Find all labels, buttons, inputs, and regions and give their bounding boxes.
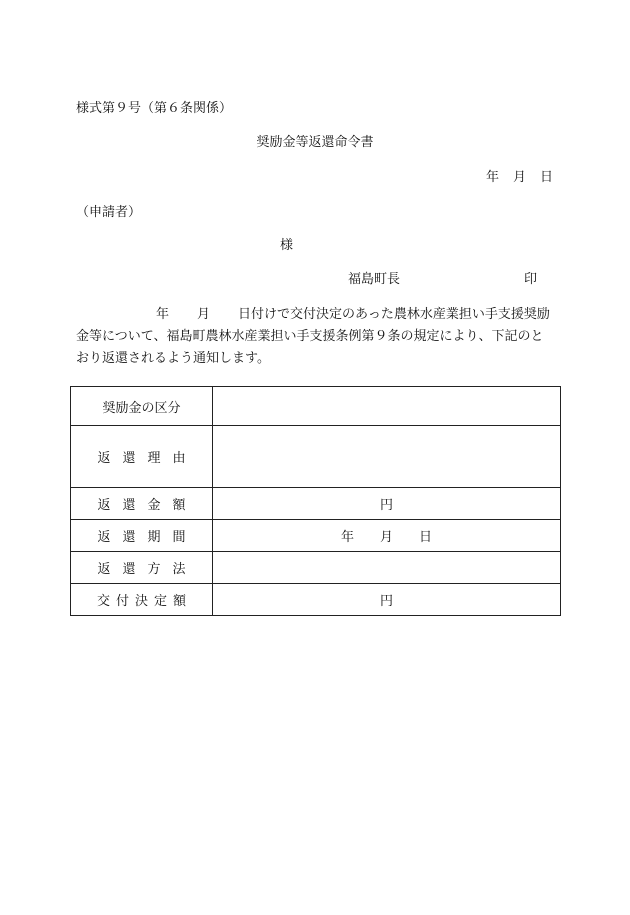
body-year: 年: [156, 307, 170, 322]
issuer-name: 福島町長: [348, 272, 401, 287]
seal-mark: 印: [524, 272, 538, 287]
row-value: 年 月 日: [213, 520, 561, 552]
body-month: 月: [197, 307, 211, 322]
row-label: 返還金額: [71, 488, 213, 520]
row-value: [213, 552, 561, 584]
honorific: 様: [280, 238, 294, 253]
form-number: 様式第９号（第６条関係）: [76, 101, 233, 116]
row-label: 返還方法: [71, 552, 213, 584]
applicant-label: （申請者）: [76, 205, 142, 220]
row-label: 返還期間: [71, 520, 213, 552]
row-label: 交付決定額: [71, 584, 213, 616]
date-month: 月: [512, 170, 526, 185]
row-label: 返還理由: [71, 426, 213, 488]
row-value: 円: [213, 488, 561, 520]
notice-body: [76, 304, 556, 370]
table-row: [71, 552, 561, 584]
issue-date: [472, 166, 553, 185]
row-value: [213, 387, 561, 426]
table-row: [71, 426, 561, 488]
document-title: 奨励金等返還命令書: [256, 135, 374, 150]
table-row: [71, 520, 561, 552]
row-value: 円: [213, 584, 561, 616]
table-row: [71, 584, 561, 616]
row-value: [213, 426, 561, 488]
date-year: 年: [485, 170, 499, 185]
refund-detail-table: [70, 386, 561, 616]
body-text: 日付けで交付決定のあった農林水産業担い手支援奨励金等について、福島町農林水産業担い手支援条例第９条の規定により、下記のとおり返還されるよう通知します。: [76, 307, 550, 366]
row-label: 奨励金の区分: [71, 387, 213, 426]
table-row: [71, 488, 561, 520]
table-row: [71, 387, 561, 426]
date-day: 日: [539, 170, 553, 185]
